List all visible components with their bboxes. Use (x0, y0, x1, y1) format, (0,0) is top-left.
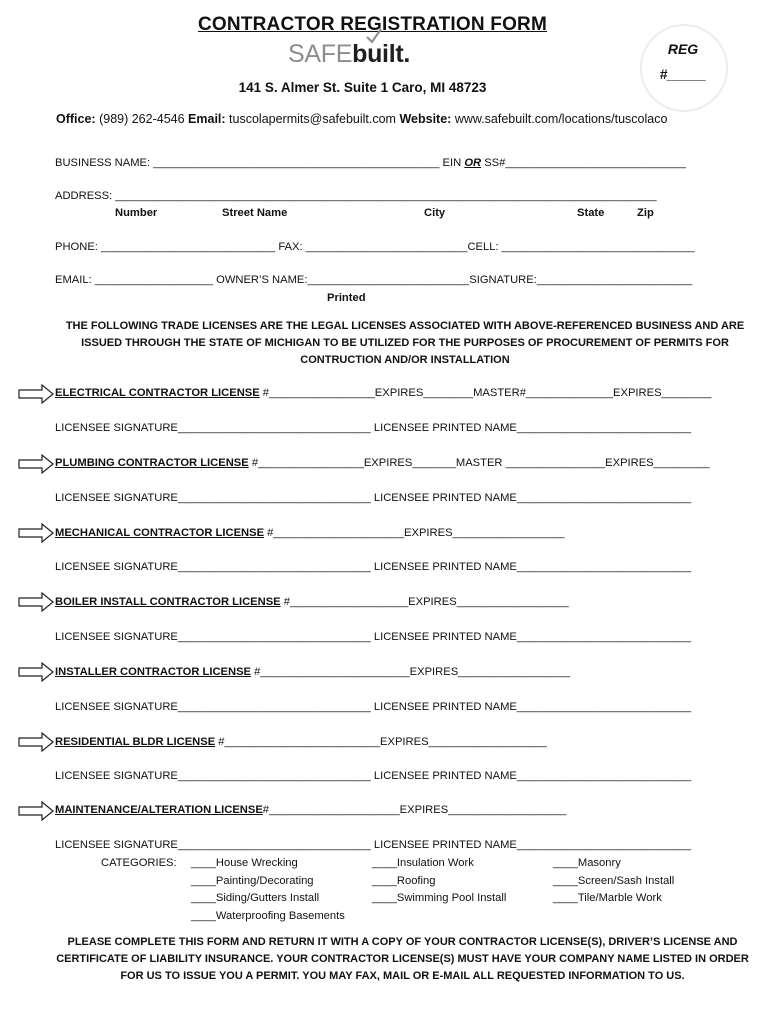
reg-label: REG (667, 41, 699, 57)
license-fields: #_____________________EXPIRES__________________ (264, 527, 565, 539)
printed-caption: Printed (327, 292, 366, 304)
address-zip-caption: Zip (637, 207, 654, 219)
email-label: Email: (188, 112, 226, 126)
maintenance-alteration-signature-row[interactable]: LICENSEE SIGNATURE_______________________________ LICENSEE PRINTED NAME____________________________ (55, 839, 692, 851)
boiler-license-row[interactable] (55, 596, 569, 608)
website-label: Website: (399, 112, 452, 126)
categories-label: CATEGORIES: (101, 857, 177, 869)
business-name-label: BUSINESS NAME: ______________________________________________ EIN (55, 157, 465, 169)
email-owner-signature-field[interactable]: EMAIL: ___________________ OWNER’S NAME:__________________________SIGNATURE:_________________________ (55, 274, 693, 286)
phone-fax-cell-field[interactable]: PHONE: ____________________________ FAX: __________________________CELL: _______________________________ (55, 241, 695, 253)
business-name-field[interactable] (55, 157, 686, 169)
license-name: RESIDENTIAL BLDR LICENSE (55, 736, 216, 748)
category-tile-marble[interactable]: ____Tile/Marble Work (553, 892, 662, 904)
license-fields: #_________________EXPIRES_______MASTER ________________EXPIRES_________ (248, 457, 710, 469)
office-phone: (989) 262-4546 (99, 112, 185, 126)
license-name: PLUMBING CONTRACTOR LICENSE (55, 457, 249, 469)
category-house-wrecking[interactable]: ____House Wrecking (191, 857, 298, 869)
address-city-caption: City (424, 207, 446, 219)
maintenance-alteration-license-row[interactable] (55, 804, 566, 816)
residential-builder-signature-row[interactable]: LICENSEE SIGNATURE_______________________________ LICENSEE PRINTED NAME____________________________ (55, 770, 692, 782)
arrow-right-icon (18, 662, 54, 682)
license-fields: #_________________EXPIRES________MASTER#______________EXPIRES________ (259, 387, 712, 399)
category-waterproofing-basements[interactable]: ____Waterproofing Basements (191, 910, 345, 922)
safebuilt-logo (288, 40, 410, 69)
arrow-right-icon (18, 523, 54, 543)
office-email: tuscolapermits@safebuilt.com (229, 112, 396, 126)
license-fields: #_____________________EXPIRES___________________ (262, 804, 567, 816)
submission-instructions: PLEASE COMPLETE THIS FORM AND RETURN IT WITH A COPY OF YOUR CONTRACTOR LICENSE(S), DRIVER’S LICENSE AND CERTIFICATE OF LIABILITY INSURANCE. YOUR CONTRACTOR LICENSE(S) MUST HAVE YOUR COMPANY NAME LISTED IN ORDER FOR US TO ISSUE YOU A PERMIT. YOU MAY FAX, MAIL OR E-MAIL ALL REQUESTED INFORMATION TO US. (56, 936, 749, 982)
mechanical-license-row[interactable] (55, 527, 565, 539)
license-name: INSTALLER CONTRACTOR LICENSE (55, 666, 251, 678)
trade-license-notice: THE FOLLOWING TRADE LICENSES ARE THE LEGAL LICENSES ASSOCIATED WITH ABOVE-REFERENCED BUSINESS AND ARE ISSUED THROUGH THE STATE OF MICHIGAN TO BE UTILIZED FOR THE PURPOSES OF PROCUREMENT OF PERMITS FOR CONTRUCTION AND/OR INSTALLATION (65, 320, 745, 366)
logo-safe-text: SAFE (288, 40, 353, 68)
category-screen-sash[interactable]: ____Screen/Sash Install (553, 875, 675, 887)
category-masonry[interactable]: ____Masonry (553, 857, 621, 869)
ss-label: SS#_____________________________ (481, 157, 686, 169)
arrow-right-icon (18, 801, 54, 821)
electrical-signature-row[interactable]: LICENSEE SIGNATURE_______________________________ LICENSEE PRINTED NAME____________________________ (55, 422, 692, 434)
office-website: www.safebuilt.com/locations/tuscolaco (454, 112, 668, 126)
address-number-caption: Number (115, 207, 158, 219)
arrow-right-icon (18, 454, 54, 474)
installer-signature-row[interactable]: LICENSEE SIGNATURE_______________________________ LICENSEE PRINTED NAME____________________________ (55, 701, 692, 713)
arrow-right-icon (18, 732, 54, 752)
arrow-right-icon (18, 592, 54, 612)
mechanical-signature-row[interactable]: LICENSEE SIGNATURE_______________________________ LICENSEE PRINTED NAME____________________________ (55, 561, 692, 573)
electrical-license-row[interactable] (55, 387, 711, 399)
plumbing-license-row[interactable] (55, 457, 710, 469)
category-roofing[interactable]: ____Roofing (372, 875, 436, 887)
license-name: MECHANICAL CONTRACTOR LICENSE (55, 527, 265, 539)
checkmark-icon (365, 27, 383, 45)
address-street-caption: Street Name (222, 207, 288, 219)
ein-or-text: OR (464, 157, 482, 169)
category-insulation-work[interactable]: ____Insulation Work (372, 857, 474, 869)
form-title: CONTRACTOR REGISTRATION FORM (198, 14, 547, 35)
installer-license-row[interactable] (55, 666, 570, 678)
contact-line (56, 112, 667, 126)
address-state-caption: State (577, 207, 605, 219)
license-fields: #_________________________EXPIRES___________________ (215, 736, 547, 748)
license-fields: #________________________EXPIRES__________________ (251, 666, 571, 678)
category-painting-decorating[interactable]: ____Painting/Decorating (191, 875, 314, 887)
logo-built-text: built. (352, 40, 411, 68)
address-field[interactable]: ADDRESS: _______________________________________________________________________________________ (55, 190, 657, 202)
office-label: Office: (56, 112, 96, 126)
residential-builder-license-row[interactable] (55, 736, 547, 748)
reg-number: #_____ (659, 66, 707, 82)
license-name: ELECTRICAL CONTRACTOR LICENSE (55, 387, 260, 399)
boiler-signature-row[interactable]: LICENSEE SIGNATURE_______________________________ LICENSEE PRINTED NAME____________________________ (55, 631, 692, 643)
license-fields: #___________________EXPIRES__________________ (280, 596, 569, 608)
office-address: 141 S. Almer St. Suite 1 Caro, MI 48723 (238, 80, 487, 95)
category-swimming-pool[interactable]: ____Swimming Pool Install (372, 892, 507, 904)
category-siding-gutters[interactable]: ____Siding/Gutters Install (191, 892, 320, 904)
arrow-right-icon (18, 384, 54, 404)
plumbing-signature-row[interactable]: LICENSEE SIGNATURE_______________________________ LICENSEE PRINTED NAME____________________________ (55, 492, 692, 504)
license-name: MAINTENANCE/ALTERATION LICENSE (55, 804, 263, 816)
license-name: BOILER INSTALL CONTRACTOR LICENSE (55, 596, 281, 608)
